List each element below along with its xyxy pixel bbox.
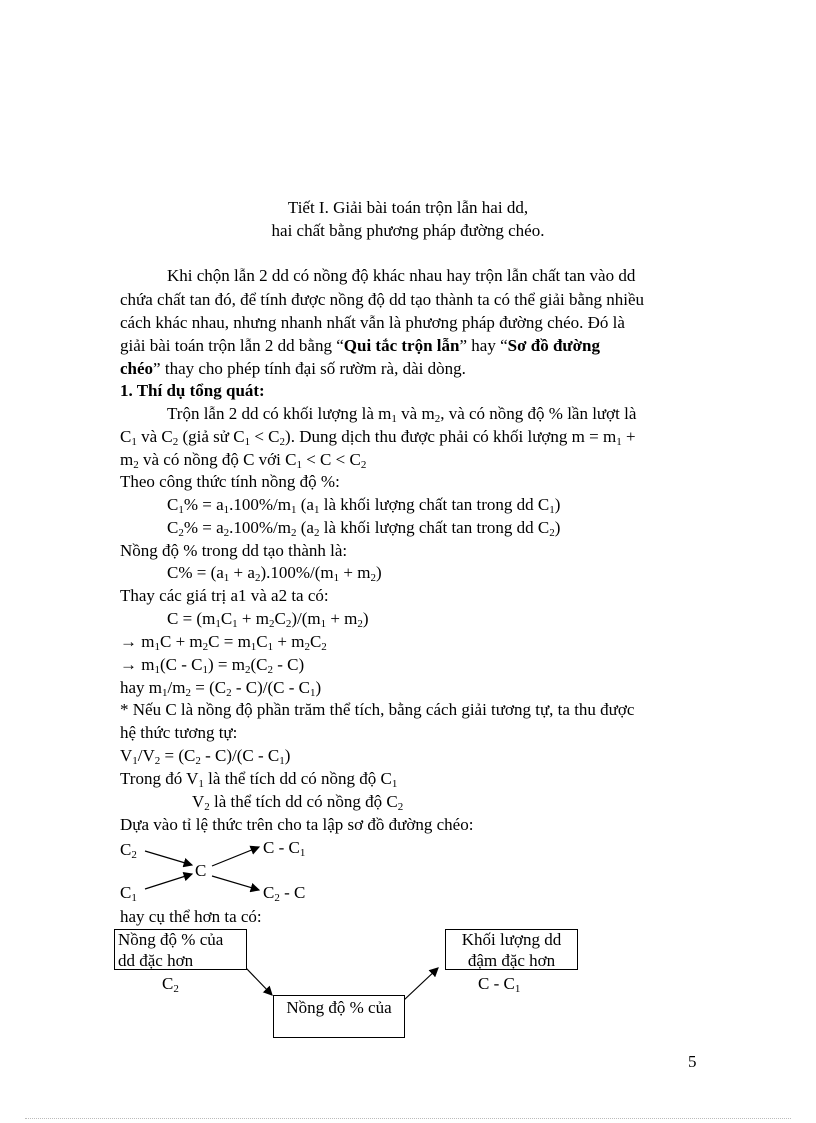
diagram-c2-minus-c: $C_2$ - C	[263, 883, 306, 904]
diagram-c2: $C_2$	[120, 840, 137, 861]
intro-line-5: chéo” thay cho phép tính đại số rườm rà, dài dòng.	[120, 359, 466, 378]
intro-line-4: giải bài toán trộn lẫn 2 dd bằng “Qui tắc trộn lẫn” hay “Sơ đồ đường	[120, 336, 600, 355]
note-line-2: hệ thức tương tự:	[120, 723, 238, 742]
box-concentration	[273, 995, 405, 1038]
box-denser-mass-line-1: Khối lượng dd	[461, 930, 562, 949]
para-line-1: Trộn lẫn 2 dd có khối lượng là $m_1$ và $m_2$, và có nồng độ % lần lượt là	[167, 404, 637, 425]
formula-c: $C = (m_1C_1 + m_2C_2)/(m_1 + m_2)$	[167, 609, 369, 630]
thay-text: Thay các giá trị a1 và a2 ta có:	[120, 586, 329, 605]
page-number: 5	[688, 1052, 697, 1071]
arrow-c-to-upper	[212, 847, 259, 866]
formula-c-percent: $C\% = (a_1 + a_2).100\%/(m_1 + m_2)$	[167, 563, 382, 584]
box-denser-mass-line-2: đậm đặc hơn	[467, 951, 556, 970]
diagram-c1: $C_1$	[120, 883, 137, 904]
concrete-intro: hay cụ thể hơn ta có:	[120, 907, 262, 926]
box-denser-concentration-line-1: Nồng độ % của	[118, 930, 224, 949]
arrow-c2-to-c	[145, 851, 192, 865]
arrow-box3-to-box2	[404, 968, 438, 1000]
title-line-1: Tiết I. Giải bài toán trộn lẫn hai dd,	[287, 198, 529, 217]
intro-line-1: Khi chộn lẫn 2 dd có nồng độ khác nhau hay trộn lẫn chất tan vào dd	[167, 266, 636, 285]
note-line-1: * Nếu C là nồng độ phần trăm thể tích, bằng cách giải tương tự, ta thu được	[120, 700, 635, 719]
intro-line-2: chứa chất tan đó, để tính được nồng độ dd tạo thành ta có thể giải bằng nhiều	[120, 290, 645, 309]
diagram-c-minus-c1: C - $C_1$	[263, 838, 306, 859]
box-denser-concentration	[114, 929, 247, 970]
box-denser-concentration-line-2: dd đặc hơn	[118, 951, 194, 970]
box1-under-c2: $C_2$	[162, 974, 179, 995]
title-line-2: hai chất bằng phương pháp đường chéo.	[271, 221, 545, 240]
footer-divider	[25, 1118, 791, 1119]
box2-under-c-minus-c1: C - $C_1$	[478, 974, 521, 995]
formula-c2: $C_2\% = a_2.100\%/m_2$ ($a_2$ là khối lượng chất tan trong dd $C_2$)	[167, 518, 561, 539]
intro-line-3: cách khác nhau, nhưng nhanh nhất vẫn là phương pháp đường chéo. Đó là	[120, 313, 625, 332]
para-line-2: $C_1$ và $C_2$ (giả sử $C_1 < C_2$). Dung dịch thu được phải có khối lượng $m = m_1$ +	[120, 427, 636, 448]
diagram-c: C	[195, 861, 207, 880]
formula-step-1: → $m_1C + m_2C = m_1C_1 + m_2C_2$	[120, 632, 327, 653]
box-concentration-line-1: Nồng độ % của	[286, 998, 392, 1017]
formula-ratio: hay $m_1/m_2 = (C_2 - C)/(C - C_1)$	[120, 678, 322, 699]
formula-volume-ratio: $V_1/V_2 = (C_2 - C)/(C - C_1)$	[120, 746, 291, 767]
arrow-c-to-lower	[212, 876, 259, 890]
nongdo-text: Nồng độ % trong dd tạo thành là:	[120, 541, 348, 560]
para-theo: Theo công thức tính nồng độ %:	[120, 472, 340, 491]
section-heading: 1. Thí dụ tổng quát:	[120, 381, 265, 400]
dua-vao-text: Dựa vào tỉ lệ thức trên cho ta lập sơ đồ đường chéo:	[120, 815, 474, 834]
arrow-box1-to-box3	[246, 968, 272, 995]
formula-c1: $C_1\% = a_1.100\%/m_1$ ($a_1$ là khối lượng chất tan trong dd $C_1$)	[167, 495, 561, 516]
box-denser-mass	[445, 929, 578, 970]
para-line-3: $m_2$ và có nồng độ C với $C_1 < C < C_2$	[120, 450, 367, 471]
formula-step-2: → $m_1(C - C_1) = m_2(C_2 - C)$	[120, 655, 305, 676]
trong-do-2: $V_2$ là thể tích dd có nồng độ $C_2$	[192, 792, 404, 813]
trong-do-1: Trong đó $V_1$ là thể tích dd có nồng độ $C_1$	[120, 769, 398, 790]
arrow-c1-to-c	[145, 874, 192, 889]
